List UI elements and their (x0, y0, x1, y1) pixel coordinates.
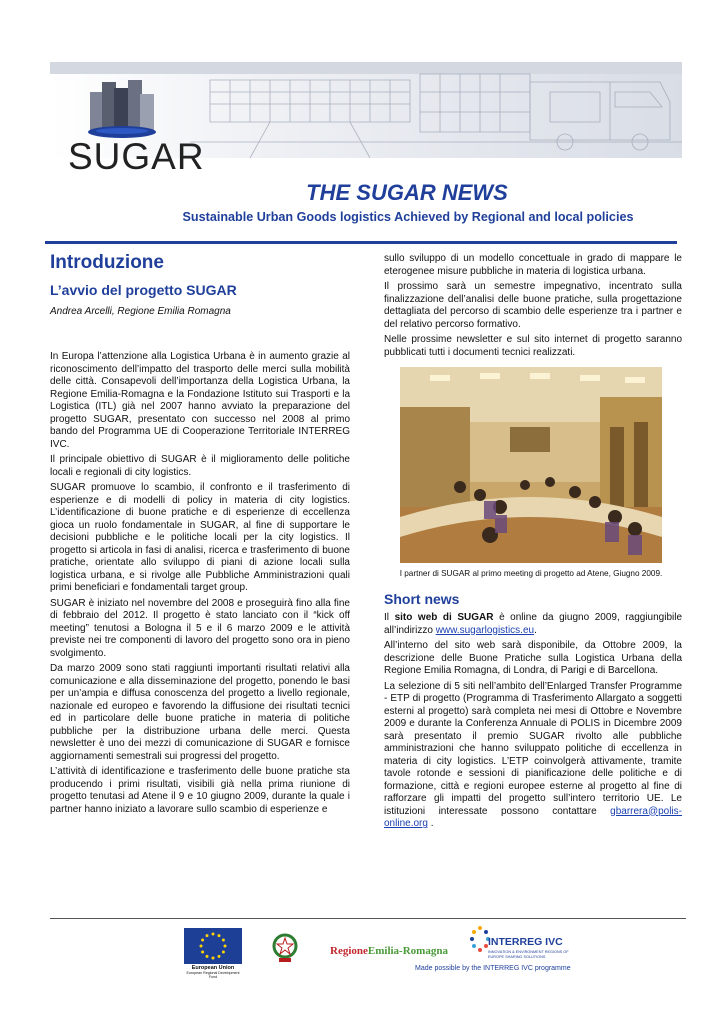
eu-flag-icon (184, 928, 242, 964)
paragraph: Il sito web di SUGAR è online da giugno 2009, raggiungibile all’indirizzo www.sugarlogistics.eu. (384, 612, 683, 636)
paragraph: Il prossimo sarà un semestre impegnativo, incentrato sulla finalizzazione dell’analisi delle buone pratiche, sulla progettazione dettagliata del percorso di scambio delle esperienze tra i partner e del relativo percorso formativo. (384, 281, 682, 330)
paragraph: L’attività di identificazione e trasferimento delle buone pratiche sta producendo i primi risultati, visibili già nella prima riunione di progetto tenutasi ad Atene il 9 e 10 giugno 2009, durante la quale i partner hanno iniziato a lavorare sullo scambio di esperienze e (50, 766, 350, 815)
paragraph: In Europa l’attenzione alla Logistica Urbana è in aumento grazie al riconoscimento dell’impatto del trasporto delle merci sulla mobilità delle città. Consapevoli dell’importanza della Logistica Urbana, la Regione Emilia-Romagna e la Fondazione Istituto sui Trasporti e la Logistica (ITL) già nel 2007 hanno avviato la preparazione del progetto SUGAR, presentato con successo nel 2008 al primo bando del Programma UE di Cooperazione Territoriale INTERREG IVC. (50, 351, 350, 450)
website-link[interactable]: www.sugarlogistics.eu (435, 624, 535, 636)
paragraph: SUGAR promuove lo scambio, il confronto e il trasferimento di esperienze e di modelli di policy in materia di city logistics. L’identificazione di buone pratiche e di esperienze di eccellenza gioca un ruolo fondamentale in SUGAR, al fine di supportare le decisioni pubbliche e le politiche locali per la city logistics. Il progetto si articola in fasi di analisi, ricerca e trasferimento di buone pratiche, orientate allo sviluppo di piani di azione locali sulla logistica urbana, e si rivolge alle Pubbliche Amministrazioni quali primi beneficiari e fondamentali target group. (50, 482, 350, 593)
meeting-photo (400, 367, 662, 563)
paragraph: sullo sviluppo di un modello concettuale in grado di mappare le eterogenee misure pubbliche in materia di logistica urbana. (384, 253, 682, 277)
photo-caption: I partner di SUGAR al primo meeting di progetto ad Atene, Giugno 2009. (399, 569, 663, 578)
paragraph: Da marzo 2009 sono stati raggiunti importanti risultati relativi alla comunicazione e alla disseminazione del progetto, ponendo le basi per un’ampia e diffusa conoscenza del progetto a livello regionale, nazionale ed europeo e favorendo la diffusione dei risultati tecnici ed in particolare delle buone pratiche in materia di politiche pubbliche per la distribuzione urbana delle merci. Questa newsletter è uno dei mezzi di comunicazione di SUGAR e fornisce aggiornamenti semestrali sui progressi del progetto. (50, 663, 350, 762)
email-link[interactable]: gbarrera@polis-online.org (384, 805, 682, 829)
paragraph: Nelle prossime newsletter e sul sito internet di progetto saranno pubblicati tutti i documenti tecnici realizzati. (384, 334, 682, 358)
regione-emilia-romagna-logo: RegioneEmilia-Romagna (330, 945, 448, 957)
paragraph: All’interno del sito web sarà disponibile, da Ottobre 2009, la descrizione delle Buone Pratiche sulla Logistica Urbana della Regione Emilia Romagna, di Londra, di Parigi e di Barcellona. (384, 640, 682, 676)
left-column (50, 250, 350, 819)
short-news-heading: Short news (384, 591, 460, 607)
article-author: Andrea Arcelli, Regione Emilia Romagna (50, 306, 231, 317)
footer-divider (50, 918, 686, 919)
article-title: L’avvio del progetto SUGAR (50, 282, 237, 298)
interreg-name: INTERREG IVC (488, 936, 563, 948)
eu-logo (184, 928, 242, 979)
paragraph: SUGAR è iniziato nel novembre del 2008 e proseguirà fino alla fine di febbraio del 2012. Il progetto è stato lanciato con il “kick off meeting” tenutosi a Bologna il 5 e il 6 marzo 2009 e le attività previste nei tre componenti di lavoro del progetto sono ora in pieno svolgimento. (50, 597, 350, 659)
italian-republic-emblem-icon (270, 930, 300, 966)
newsletter-title: THE SUGAR NEWS (306, 180, 508, 205)
paragraph: La selezione di 5 siti nell’ambito dell’Enlarged Transfer Programme - ETP di progetto (Programma di Trasferimento Allargato a soggetti esterni al progetto) sarà completa nei mesi di Ottobre e Novembre 2009 e durante la Conferenza Annuale di POLIS in Dicembre 2009 sarà presentato il premio SUGAR rivolto alle pubbliche amministrazioni che hanno sviluppato politiche di eccellenza in materia di city logistics. L’ETP coinvolgerà attivamente, tramite tavole rotonde e sessioni di pianificazione delle politiche e di formazione, città e regioni europee esterne al progetto al fine di rafforzare gli impatti del progetto sull’intero territorio UE. Le istituzioni interessate possono contattare gbarrera@polis-online.org . (384, 680, 682, 829)
bold-text: sito web di SUGAR (394, 612, 494, 623)
divider (45, 241, 677, 244)
right-column (384, 253, 682, 834)
logo-text: SUGAR (68, 136, 205, 177)
eu-label: European Union (191, 965, 235, 971)
eu-sublabel: European Regional Development Fund (186, 971, 240, 979)
interreg-tagline: INNOVATION & ENVIRONMENT REGIONS OF EUROPE SHARING SOLUTIONS (488, 950, 569, 959)
paragraph: Il principale obiettivo di SUGAR è il miglioramento delle politiche locali e regionali di city logistics. (50, 454, 350, 478)
made-possible-text: Made possible by the INTERREG IVC programme (415, 965, 571, 972)
newsletter-subtitle: Sustainable Urban Goods logistics Achieved by Regional and local policies (182, 210, 634, 224)
section-heading: Introduzione (50, 252, 164, 273)
